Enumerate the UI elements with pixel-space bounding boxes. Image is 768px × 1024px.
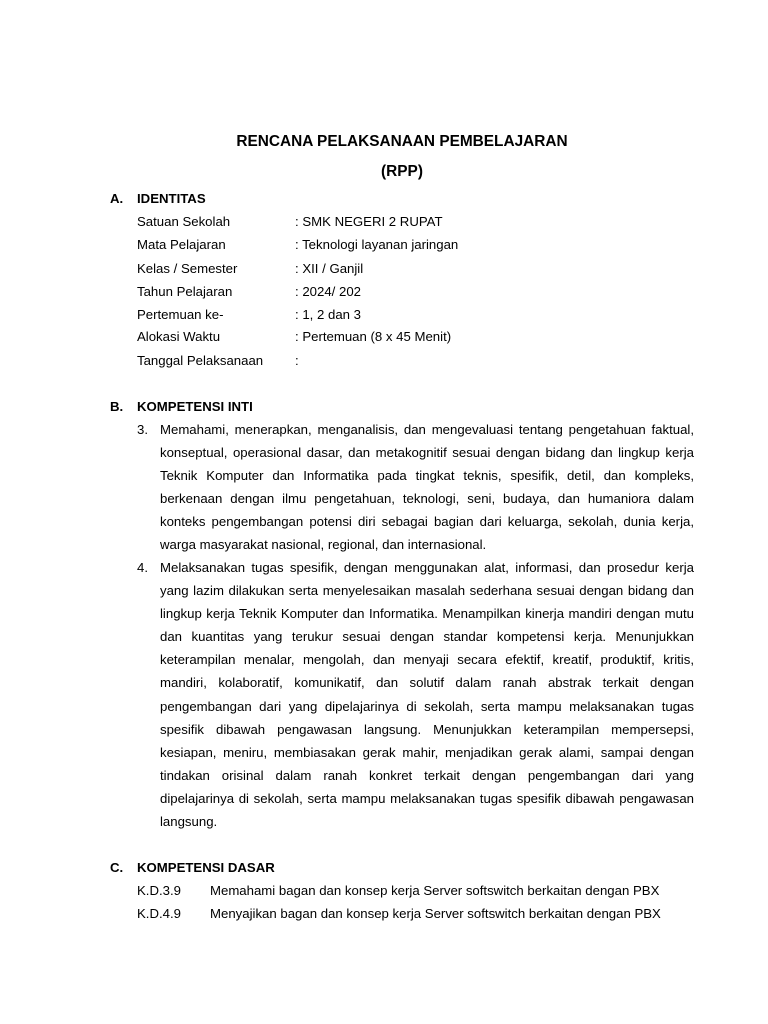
identity-value: : [295,353,299,368]
identity-value: : SMK NEGERI 2 RUPAT [295,214,443,229]
section-c-letter: C. [110,860,124,875]
identity-label: Tahun Pelajaran [137,284,233,299]
identity-label: Tanggal Pelaksanaan [137,353,264,368]
section-a-title: IDENTITAS [137,191,206,206]
identity-label: Mata Pelajaran [137,237,226,252]
kd-text: Memahami bagan dan konsep kerja Server softswitch berkaitan dengan PBX [210,883,660,898]
kd-text: Menyajikan bagan dan konsep kerja Server softswitch berkaitan dengan PBX [210,906,661,921]
kd-code: K.D.4.9 [137,906,181,921]
document-subtitle: (RPP) [381,163,423,180]
section-b-title: KOMPETENSI INTI [137,399,253,414]
identity-label: Pertemuan ke- [137,307,224,322]
identity-label: Kelas / Semester [137,261,238,276]
section-b-letter: B. [110,399,124,414]
identity-value: : 1, 2 dan 3 [295,307,361,322]
document-title: RENCANA PELAKSANAAN PEMBELAJARAN [236,133,568,150]
identity-label: Alokasi Waktu [137,329,221,344]
ki-item-text: Melaksanakan tugas spesifik, dengan menggunakan alat, informasi, dan prosedur kerja yang lazim dilakukan serta menyelesaikan masalah sederhana sesuai dengan bidang dan lingkup kerja Teknik Komputer dan Informatika. Menampilkan kinerja mandiri dengan mutu dan kuantitas yang terukur sesuai dengan standar kompetensi kerja. Menunjukkan keterampilan menalar, mengolah, dan menyaji secara efektif, kreatif, produktif, kritis, mandiri, kolaboratif, komunikatif, dan solutif dalam ranah abstrak terkait dengan pengembangan dari yang dipelajarinya di sekolah, serta mampu melaksanakan tugas spesifik dibawah pengawasan langsung. Menunjukkan keterampilan mempersepsi, kesiapan, meniru, membiasakan gerak mahir, menjadikan gerak alami, sampai dengan tindakan orisinal dalam ranah konkret terkait dengan pengembangan dari yang dipelajarinya di sekolah, serta mampu melaksanakan tugas spesifik dibawah pengawasan langsung. [160,560,694,830]
identity-value: : XII / Ganjil [295,261,364,276]
section-a-letter: A. [110,191,124,206]
ki-item-text: Memahami, menerapkan, menganalisis, dan mengevaluasi tentang pengetahuan faktual, konseptual, operasional dasar, dan metakognitif sesuai dengan bidang dan lingkup kerja Teknik Komputer dan Informatika pada tingkat teknis, spesifik, detil, dan kompleks, berkenaan dengan ilmu pengetahuan, teknologi, seni, budaya, dan humaniora dalam konteks pengembangan potensi diri sebagai bagian dari keluarga, sekolah, dunia kerja, warga masyarakat nasional, regional, dan internasional. [160,422,694,553]
kd-code: K.D.3.9 [137,883,181,898]
section-c-title: KOMPETENSI DASAR [137,860,275,875]
identity-value: : 2024/ 202 [295,284,361,299]
ki-item-number: 3. [137,422,148,437]
identity-value: : Teknologi layanan jaringan [295,237,459,252]
identity-label: Satuan Sekolah [137,214,231,229]
identity-value: : Pertemuan (8 x 45 Menit) [295,329,452,344]
ki-item-number: 4. [137,560,148,575]
